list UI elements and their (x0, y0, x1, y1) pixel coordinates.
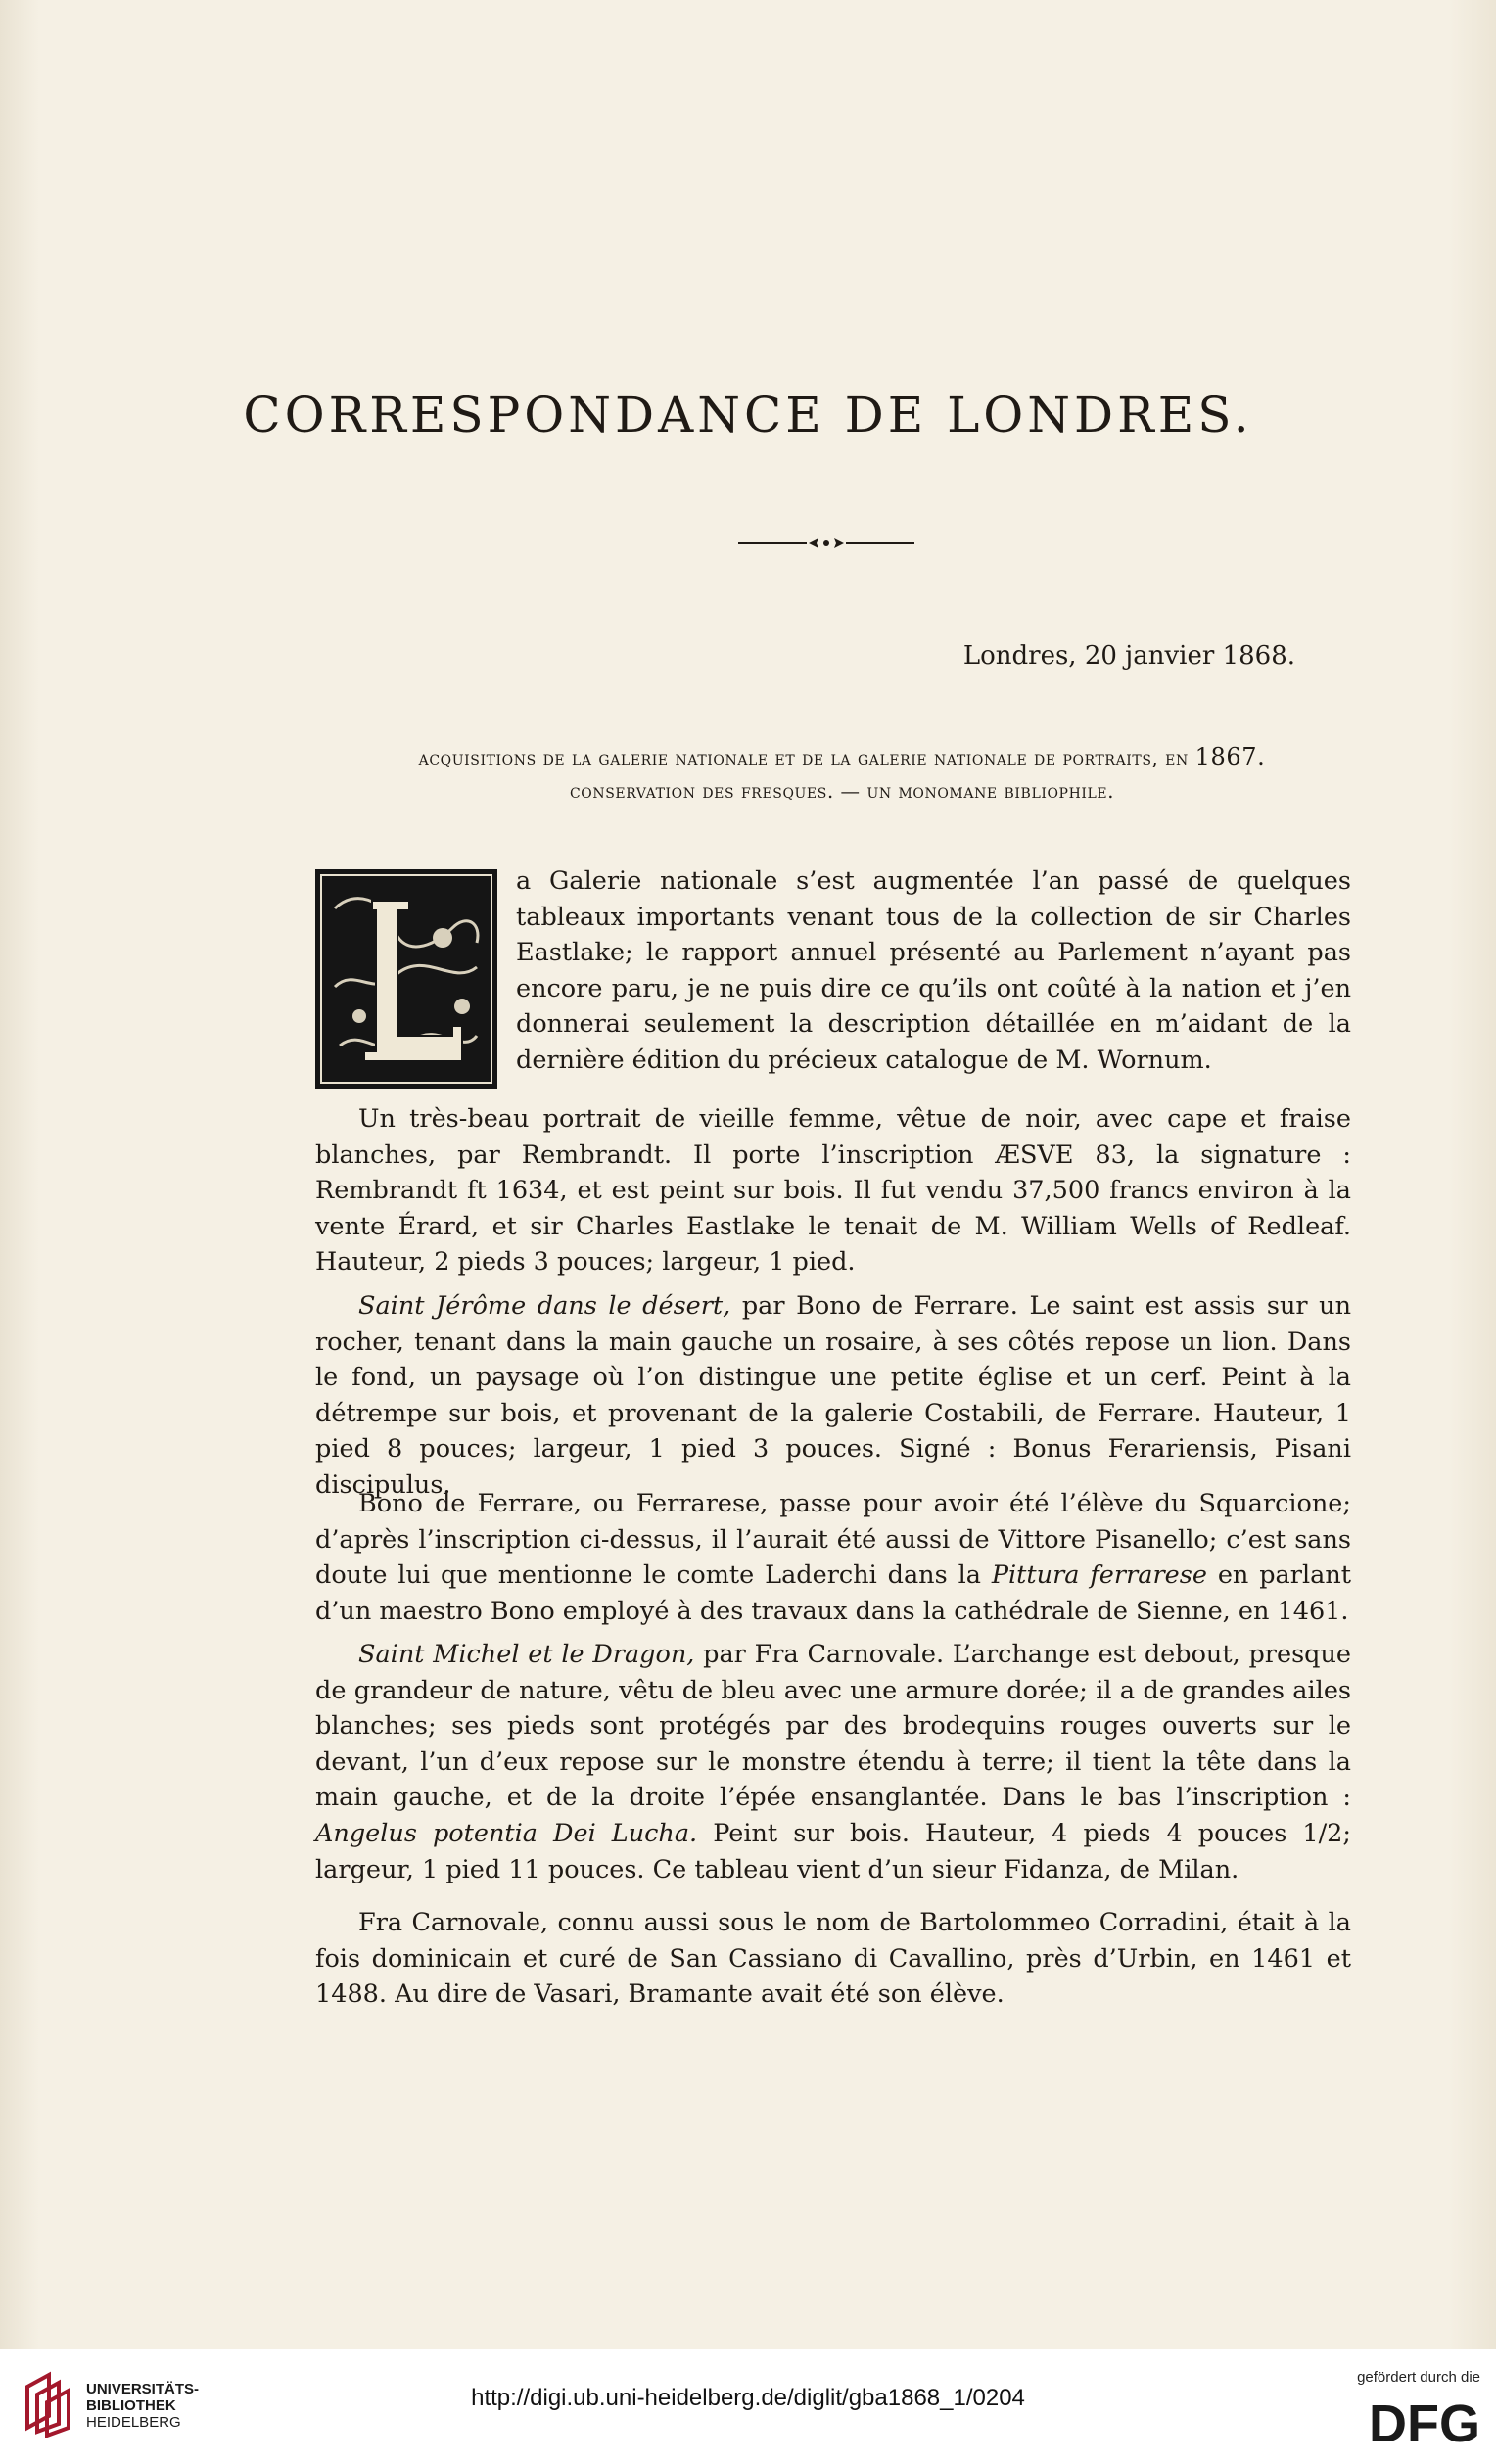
dfg-logo (1335, 2391, 1482, 2449)
paragraph-text: en parlant d’un maestro Bono employé à des travaux dans la cathédrale de Sienne, en 1461. (315, 1560, 1351, 1626)
funded-by-label: gefördert durch die (1357, 2369, 1480, 2386)
paragraph-6: Fra Carnovale, connu aussi sous le nom de Bartolommeo Corradini, était à la fois dominicain et curé de San Cassiano di Cavallino, près d’Urbin, en 1461 et 1488. Au dire de Vasari, Bramante avait été son élève. (315, 1908, 1351, 2010)
summary-year: 1867. (1194, 743, 1266, 770)
page-title: CORRESPONDANCE DE LONDRES. (243, 387, 1253, 443)
book-title: Pittura ferrarese (991, 1560, 1207, 1591)
paragraph-3 (315, 1288, 1351, 1504)
dfg-logo-text: DFG (1369, 2394, 1480, 2449)
paragraph-text: Bono de Ferrare, ou Ferrarese, passe pour avoir été l’élève du Squarcione; d’après l’inscription ci-dessus, il l’aurait été aussi de Vittore Pisanello; c’est sans doute lui que mentionne le comte Laderchi dans la (315, 1489, 1351, 1591)
drop-cap-letter: L (405, 1079, 407, 1080)
summary-line-2: conservation des fresques. — un monomane bibliophile. (569, 780, 1115, 803)
summary-text: acquisitions de la galerie nationale et de la galerie nationale de portraits, en (418, 747, 1189, 769)
artwork-title: Saint Michel et le Dragon, (358, 1640, 695, 1669)
paragraph-text: par Bono de Ferrare. Le saint est assis sur un rocher, tenant dans la main gauche un rosaire, à ses côtés repose un lion. Dans le fond, un paysage où l’on distingue une petite église et un cerf. Peint à la détrempe sur bois, et provenant de la galerie Costabili, de Ferrare. Hauteur, 1 pied 8 pouces; largeur, 1 pied 3 pouces. Signé : Bonus Ferariensis, Pisani discipulus. (315, 1291, 1351, 1500)
divider-ornament (738, 534, 914, 553)
artwork-title: Saint Jérôme dans le désert, (358, 1291, 731, 1321)
library-line-3: HEIDELBERG (86, 2414, 181, 2431)
paragraph-text: Peint sur bois. Hauteur, 4 pieds 4 pouces 1/2; largeur, 1 pied 11 pouces. Ce tableau vient d’un sieur Fidanza, de Milan. (315, 1818, 1351, 1884)
permalink-url[interactable]: http://digi.ub.uni-heidelberg.de/diglit/gba1868_1/0204 (471, 2385, 1025, 2411)
summary-line-1 (333, 740, 1351, 775)
paragraph-2: Un très-beau portrait de vieille femme, vêtue de noir, avec cape et fraise blanches, par Rembrandt. Il porte l’inscription ÆSVE 83, la signature : Rembrandt ft 1634, et est peint sur bois. Il fut vendu 37,500 francs environ à la vente Érard, et sir Charles Eastlake le tenait de M. William Wells of Redleaf. Hauteur, 2 pieds 3 pouces; largeur, 1 pied. (315, 1104, 1351, 1278)
paragraph-1: a Galerie nationale s’est augmentée l’an passé de quelques tableaux importants venant tous de la collection de sir Charles Eastlake; le rapport annuel présenté au Parlement n’ayant pas encore paru, je ne puis dire ce qu’ils ont coûté à la nation et j’en donnerai seulement la description détaillée en m’aidant de la dernière édition du précieux catalogue de M. Wornum. (516, 866, 1351, 1075)
library-line-2: BIBLIOTHEK (86, 2397, 176, 2414)
chapter-summary (333, 740, 1351, 809)
paragraph-5 (315, 1637, 1351, 1887)
paragraph-4 (315, 1486, 1351, 1629)
library-line-1: UNIVERSITÄTS- (86, 2381, 200, 2397)
paragraph-text: par Fra Carnovale. L’archange est debout, presque de grandeur de nature, vêtu de bleu avec une armure dorée; il a de grandes ailes blanches; ses pieds sont protégés par des brodequins rouges ouverts sur le devant, l’un d’eux repose sur le monstre étendu à terre; il tient la tête dans la main gauche, et de la droite l’épée ensanglantée. Dans le bas l’inscription : (315, 1640, 1351, 1813)
inscription: Angelus potentia Dei Lucha. (315, 1818, 698, 1848)
drop-cap-initial (315, 869, 497, 1089)
dateline: Londres, 20 janvier 1868. (962, 641, 1295, 671)
